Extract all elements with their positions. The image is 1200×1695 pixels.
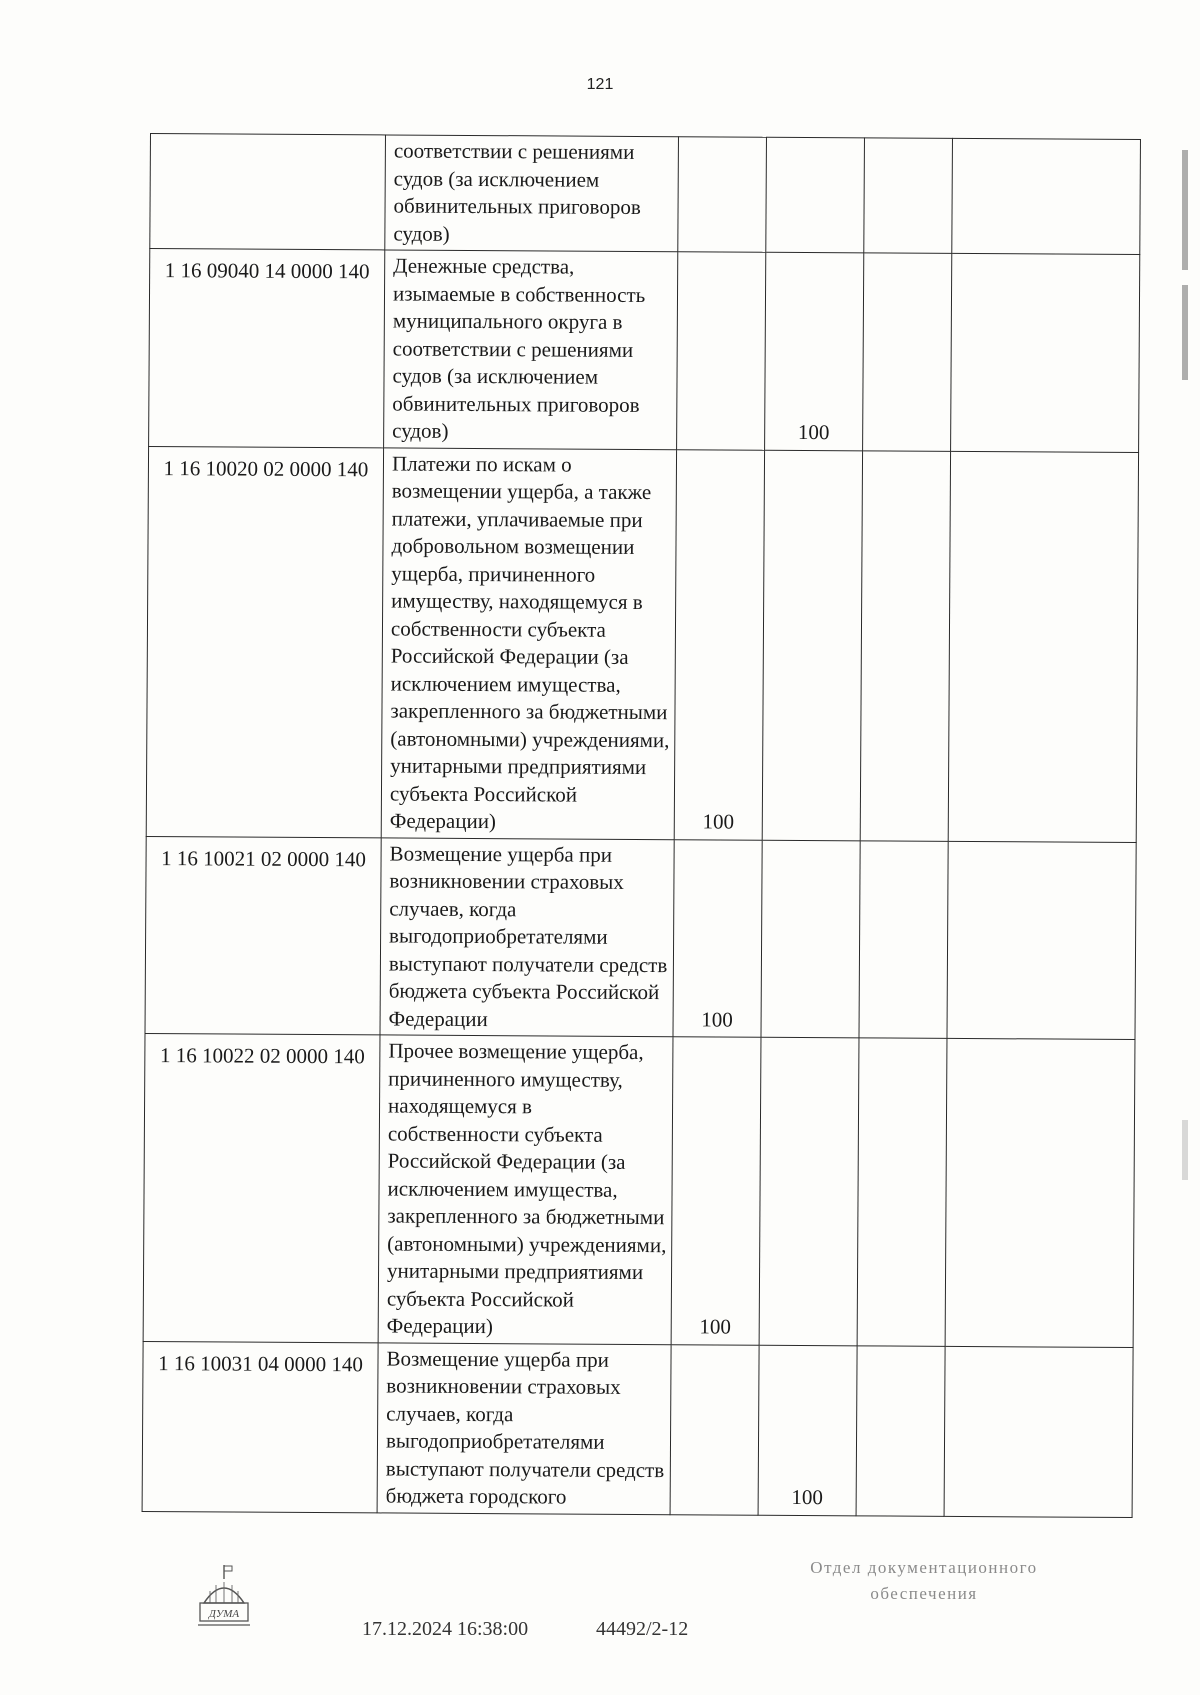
value-cell [857, 1038, 947, 1346]
scan-edge-marks [1180, 0, 1200, 1695]
budget-code-cell: 1 16 10020 02 0000 140 [146, 446, 383, 837]
department-stamp [774, 1555, 1074, 1607]
footer-doc-number: 44492/2-12 [596, 1618, 689, 1640]
value-cell [860, 450, 950, 841]
value-cell [859, 840, 948, 1038]
value-cell [762, 450, 862, 841]
budget-code-table [142, 133, 1141, 1518]
value-cell [951, 253, 1140, 452]
value-cell: 100 [674, 449, 764, 840]
value-cell [948, 451, 1138, 842]
value-cell [677, 252, 766, 450]
description-cell: Возмещение ущерба при возникновении страховых случаев, когда выгодоприобретателями выступают получатели средств бюджета городского [377, 1342, 671, 1514]
stamp-line-1: Отдел документационного [810, 1558, 1038, 1577]
value-cell [863, 253, 952, 451]
value-cell: 100 [765, 252, 864, 450]
page-number: 121 [586, 76, 614, 93]
value-cell [678, 137, 767, 253]
value-cell [856, 1345, 945, 1516]
footer-date: 17.12.2024 16:38:00 [362, 1618, 529, 1640]
budget-code-cell: 1 16 09040 14 0000 140 [149, 249, 385, 448]
description-cell: соответствии с решениями судов (за исключением обвинительных приговоров судов) [385, 135, 679, 252]
value-cell [947, 841, 1136, 1040]
description-cell: Прочее возмещение ущерба, причиненного имуществу, находящемуся в собственности субъекта Российской Федерации (за исключением имущества, закрепленного за бюджетными (автономными) учреждениями, унитарными предприятиями субъекта Российской Федерации) [378, 1035, 673, 1344]
value-cell: 100 [671, 1037, 761, 1345]
value-cell [944, 1346, 1133, 1517]
description-cell: Возмещение ущерба при возникновении страховых случаев, когда выгодоприобретателями выступают получатели средств бюджета субъекта Российской Федерации [380, 837, 674, 1036]
description-cell: Платежи по искам о возмещении ущерба, а также платежи, уплачиваемые при добровольном возмещении ущерба, причиненного имуществу, находящемуся в собственности субъекта Российской Федерации (за исключением имущества, закрепленного за бюджетными (автономными) учреждениями, унитарными предприятиями субъекта Российской Федерации) [381, 447, 676, 839]
table-row [142, 1341, 1133, 1517]
table-row [149, 249, 1140, 453]
value-cell [864, 138, 953, 254]
stamp-line-2: обеспечения [870, 1584, 978, 1603]
duma-logo-text: ДУМА [208, 1608, 240, 1620]
description-cell: Денежные средства, изымаемые в собственность муниципального округа в соответствии с решениями судов (за исключением обвинительных приговоров судов) [384, 250, 678, 449]
value-cell: 100 [758, 1345, 857, 1516]
value-cell [761, 840, 860, 1038]
value-cell: 100 [673, 839, 762, 1037]
table-row [150, 134, 1141, 255]
value-cell [759, 1037, 859, 1345]
value-cell [952, 138, 1141, 254]
table-row [145, 836, 1136, 1040]
duma-logo-icon [196, 1563, 252, 1639]
budget-code-cell: 1 16 10021 02 0000 140 [145, 836, 381, 1035]
value-cell [766, 137, 865, 253]
table-row [143, 1033, 1135, 1347]
budget-code-cell: 1 16 10031 04 0000 140 [142, 1341, 378, 1512]
value-cell [670, 1344, 759, 1515]
budget-code-cell: 1 16 10022 02 0000 140 [143, 1033, 380, 1342]
table-row [146, 446, 1138, 842]
value-cell [945, 1038, 1135, 1347]
budget-code-cell [150, 134, 386, 250]
